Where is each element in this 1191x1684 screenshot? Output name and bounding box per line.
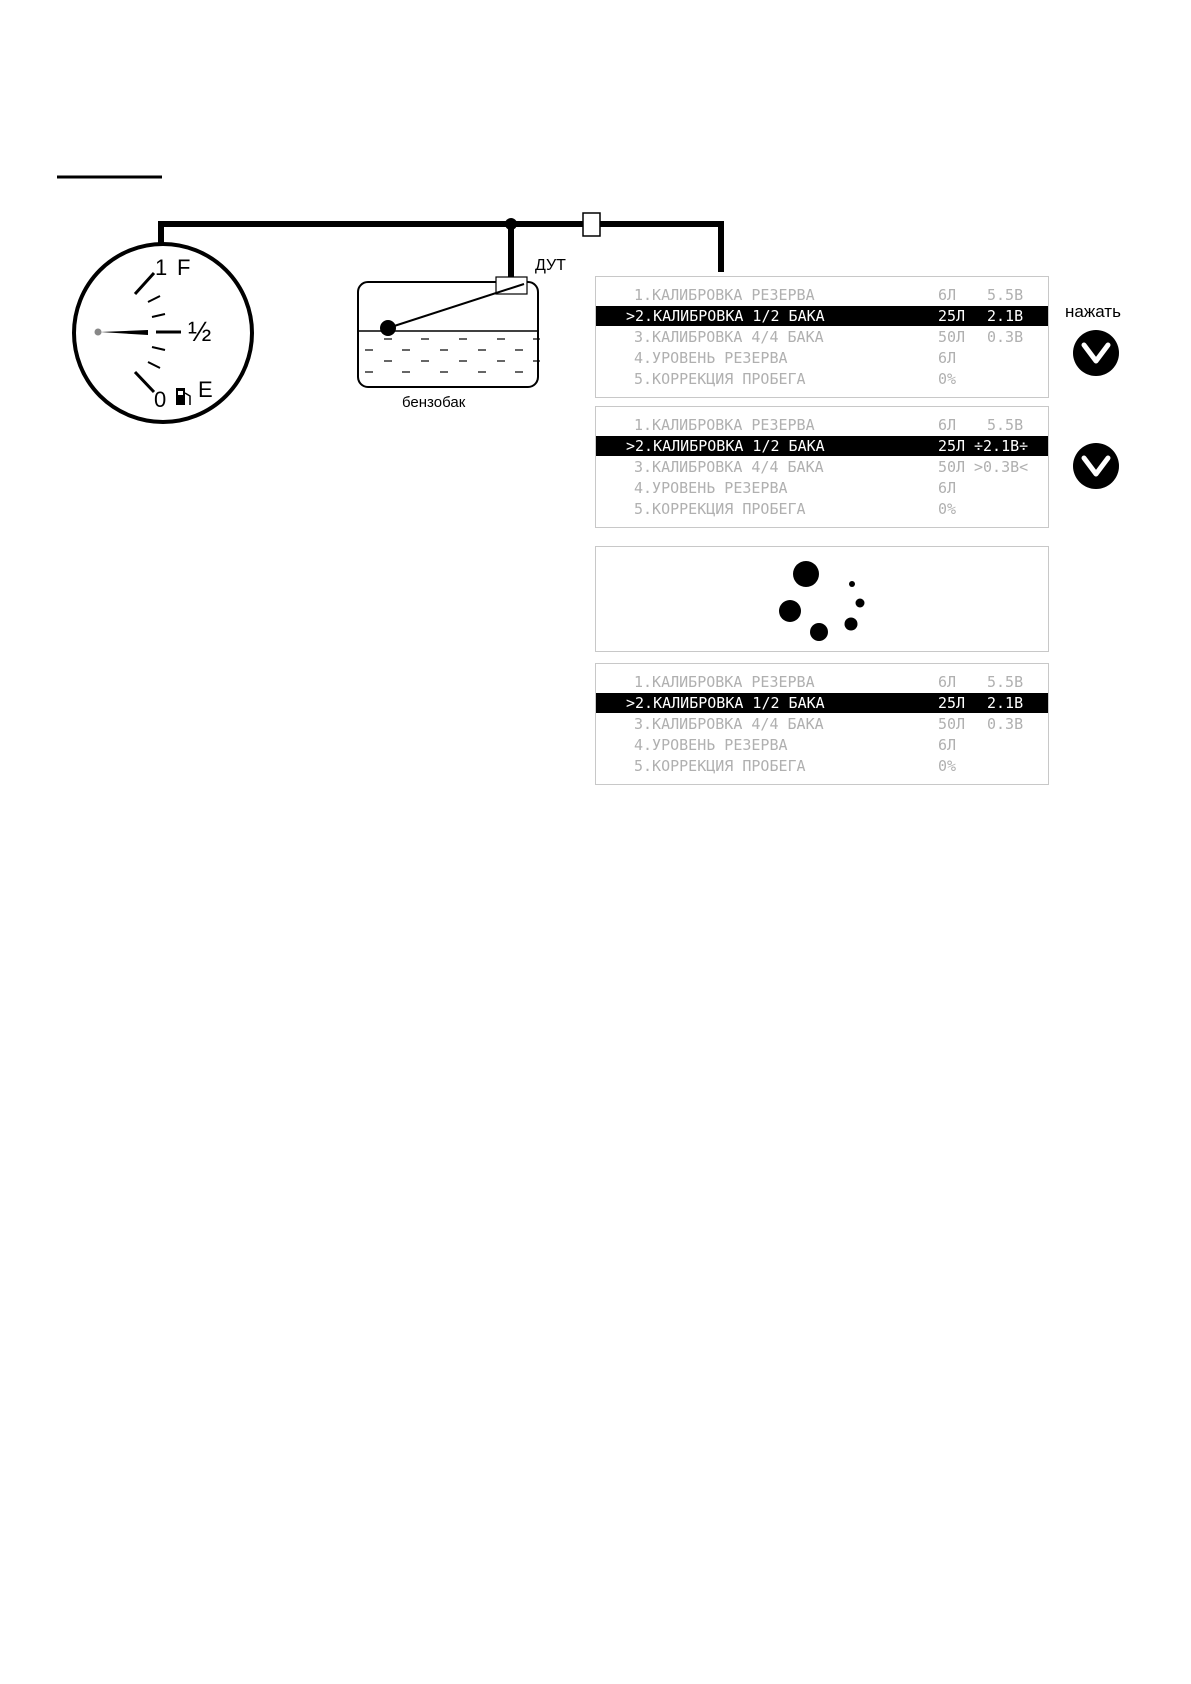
menu-row-voltage: 0.3В xyxy=(987,328,1024,346)
menu-row-label: >2.КАЛИБРОВКА 1/2 БАКА xyxy=(626,694,825,712)
menu-row-selected[interactable] xyxy=(596,306,1048,326)
menu-row-label: 5.КОРРЕКЦИЯ ПРОБЕГА xyxy=(634,500,806,518)
wire-junction xyxy=(505,218,517,230)
gauge-needle-pivot xyxy=(95,329,102,336)
menu-row[interactable] xyxy=(596,735,1048,755)
menu-row-volume: 0% xyxy=(938,370,957,388)
lcd-screen-loading xyxy=(595,546,1049,652)
lcd-screen-2 xyxy=(595,406,1049,528)
menu-row[interactable] xyxy=(596,672,1048,692)
menu-row-selected[interactable] xyxy=(596,693,1048,713)
press-label: нажать xyxy=(1065,302,1121,321)
menu-row-voltage-editing: ÷2.1В÷ xyxy=(974,437,1029,455)
wire-connector xyxy=(583,213,600,236)
menu-row-voltage: 0.3В xyxy=(987,715,1024,733)
menu-row-voltage: 5.5В xyxy=(987,673,1024,691)
menu-row[interactable] xyxy=(596,327,1048,347)
menu-row-label: 1.КАЛИБРОВКА РЕЗЕРВА xyxy=(634,286,815,304)
float-ball xyxy=(380,320,396,336)
menu-row-volume: 25Л xyxy=(938,307,966,325)
menu-row-volume: 50Л xyxy=(938,458,966,476)
menu-row-selected[interactable] xyxy=(596,436,1048,456)
fuel-tank xyxy=(358,257,566,411)
menu-row[interactable] xyxy=(596,499,1048,519)
menu-row-label: 4.УРОВЕНЬ РЕЗЕРВА xyxy=(634,479,788,497)
menu-row[interactable] xyxy=(596,756,1048,776)
menu-row-voltage: 2.1В xyxy=(987,307,1024,325)
menu-row[interactable] xyxy=(596,714,1048,734)
menu-row-volume: 6Л xyxy=(938,349,957,367)
chevron-down-icon xyxy=(1073,443,1119,489)
menu-row-volume: 25Л xyxy=(938,437,966,455)
tank-label: бензобак xyxy=(402,394,466,411)
menu-row[interactable] xyxy=(596,285,1048,305)
gauge-label-e: E xyxy=(198,377,213,402)
menu-row-voltage: 2.1В xyxy=(987,694,1024,712)
menu-row-volume: 0% xyxy=(938,500,957,518)
menu-row-volume: 6Л xyxy=(938,736,957,754)
menu-row-volume: 6Л xyxy=(938,479,957,497)
menu-row-volume: 50Л xyxy=(938,715,966,733)
down-button-1[interactable] xyxy=(1073,330,1119,376)
down-button-2[interactable] xyxy=(1073,443,1119,489)
menu-row-voltage-marked: >0.3В< xyxy=(974,458,1029,476)
menu-row[interactable] xyxy=(596,415,1048,435)
menu-row-label: 1.КАЛИБРОВКА РЕЗЕРВА xyxy=(634,673,815,691)
menu-row[interactable] xyxy=(596,348,1048,368)
menu-row-volume: 6Л xyxy=(938,416,957,434)
gauge-label-empty: 0 xyxy=(154,387,167,412)
menu-row[interactable] xyxy=(596,369,1048,389)
wire-main xyxy=(161,224,721,272)
gauge-label-f: F xyxy=(177,255,191,280)
gauge-label-half: ½ xyxy=(188,316,212,347)
menu-row-volume: 6Л xyxy=(938,673,957,691)
menu-row-volume: 50Л xyxy=(938,328,966,346)
lcd-screen-3 xyxy=(595,663,1049,785)
menu-row-label: >2.КАЛИБРОВКА 1/2 БАКА xyxy=(626,437,825,455)
menu-row-volume: 0% xyxy=(938,757,957,775)
sensor-label: ДУТ xyxy=(535,257,566,274)
menu-row-label: >2.КАЛИБРОВКА 1/2 БАКА xyxy=(626,307,825,325)
menu-row-label: 5.КОРРЕКЦИЯ ПРОБЕГА xyxy=(634,757,806,775)
menu-row[interactable] xyxy=(596,457,1048,477)
menu-row-volume: 6Л xyxy=(938,286,957,304)
fuel-gauge xyxy=(74,244,252,422)
menu-row-label: 1.КАЛИБРОВКА РЕЗЕРВА xyxy=(634,416,815,434)
menu-row-label: 4.УРОВЕНЬ РЕЗЕРВА xyxy=(634,736,788,754)
lcd-screen-1 xyxy=(595,276,1049,398)
loading-spinner-icon xyxy=(596,547,1048,651)
gauge-label-full: 1 xyxy=(155,255,168,280)
menu-row-voltage: 5.5В xyxy=(987,416,1024,434)
menu-row-volume: 25Л xyxy=(938,694,966,712)
menu-row-voltage: 5.5В xyxy=(987,286,1024,304)
menu-row-label: 3.КАЛИБРОВКА 4/4 БАКА xyxy=(634,328,824,346)
menu-row-label: 3.КАЛИБРОВКА 4/4 БАКА xyxy=(634,458,824,476)
menu-row-label: 5.КОРРЕКЦИЯ ПРОБЕГА xyxy=(634,370,806,388)
menu-row[interactable] xyxy=(596,478,1048,498)
menu-row-label: 4.УРОВЕНЬ РЕЗЕРВА xyxy=(634,349,788,367)
menu-row-label: 3.КАЛИБРОВКА 4/4 БАКА xyxy=(634,715,824,733)
chevron-down-icon xyxy=(1073,330,1119,376)
